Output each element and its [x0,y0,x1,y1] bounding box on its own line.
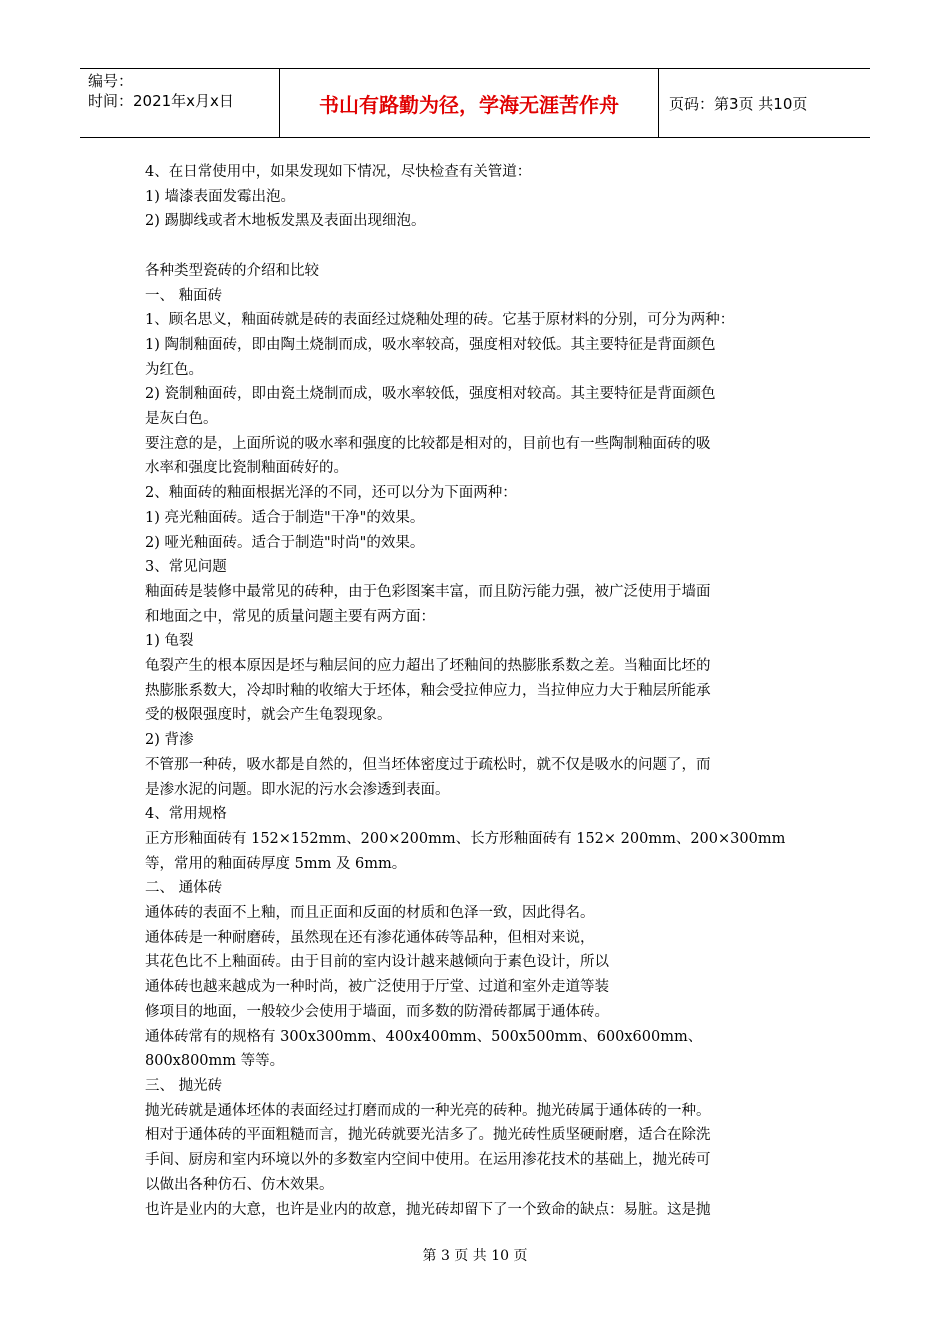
text-line: 通体砖也越来越成为一种时尚，被广泛使用于厅堂、过道和室外走道等装 [145,979,609,996]
text-line: 手间、厨房和室内环境以外的多数室内空间中使用。在运用渗花技术的基础上，抛光砖可 [145,1152,711,1169]
text-line: 热膨胀系数大，冷却时釉的收缩大于坯体，釉会受拉伸应力，当拉伸应力大于釉层所能承 [145,682,711,699]
text-line: 水率和强度比瓷制釉面砖好的。 [145,460,348,477]
text-line: 通体砖是一种耐磨砖，虽然现在还有渗花通体砖等品种，但相对来说， [145,929,595,946]
text-line: 1) 龟裂 [145,633,194,650]
text-line: 2) 踢脚线或者木地板发黑及表面出现细泡。 [145,213,426,230]
text-line: 是灰白色。 [145,411,218,428]
text-line: 4、在日常使用中，如果发现如下情况，尽快检查有关管道： [145,164,532,180]
text-line: 1、顾名思义，釉面砖就是砖的表面经过烧釉处理的砖。它基于原材料的分别，可分为两种： [145,312,735,329]
header-page-info: 页码：第3页 共10页 [669,94,808,113]
header-motto: 书山有路勤为径，学海无涯苦作舟 [280,69,659,137]
text-line: 要注意的是，上面所说的吸水率和强度的比较都是相对的，目前也有一些陶制釉面砖的吸 [145,435,711,452]
text-line: 受的极限强度时，就会产生龟裂现象。 [145,707,392,724]
text-line: 一、 釉面砖 [145,287,223,304]
text-line [145,234,815,259]
text-line: 修项目的地面，一般较少会使用于墙面，而多数的防滑砖都属于通体砖。 [145,1003,609,1020]
text-line: 通体砖常有的规格有 300x300mm、400x400mm、500x500mm、600x600mm、 [145,1028,703,1045]
text-line: 不管那一种砖，吸水都是自然的，但当坯体密度过于疏松时，就不仅是吸水的问题了，而 [145,756,711,773]
text-line: 2) 背渗 [145,732,194,749]
text-line: 龟裂产生的根本原因是坯与釉层间的应力超出了坯釉间的热膨胀系数之差。当釉面比坯的 [145,658,711,675]
text-line: 800x800mm 等等。 [145,1053,285,1070]
text-line: 相对于通体砖的平面粗糙而言，抛光砖就要光洁多了。抛光砖性质坚硬耐磨，适合在除洗 [145,1127,711,1144]
text-line: 也许是业内的大意，也许是业内的故意，抛光砖却留下了一个致命的缺点：易脏。这是抛 [145,1201,711,1218]
text-line: 2) 哑光釉面砖。适合于制造"时尚"的效果。 [145,534,425,551]
document-body [145,160,815,1222]
text-line: 1) 墙漆表面发霉出泡。 [145,188,295,205]
header-meta [80,69,280,137]
document-number-label: 编号： [88,72,134,90]
text-line: 1) 亮光釉面砖。适合于制造"干净"的效果。 [145,509,425,526]
document-time-label: 时间：2021年x月x日 [88,92,234,110]
text-line: 2、釉面砖的釉面根据光泽的不同，还可以分为下面两种： [145,485,517,502]
text-line: 釉面砖是装修中最常见的砖种，由于色彩图案丰富，而且防污能力强，被广泛使用于墙面 [145,583,711,600]
text-line: 和地面之中，常见的质量问题主要有两方面： [145,608,435,625]
text-line: 以做出各种仿石、仿木效果。 [145,1176,334,1193]
text-line: 2) 瓷制釉面砖，即由瓷土烧制而成，吸水率较低，强度相对较高。其主要特征是背面颜色 [145,386,716,403]
text-line: 通体砖的表面不上釉，而且正面和反面的材质和色泽一致，因此得名。 [145,905,595,922]
page-header [80,68,870,138]
page-footer: 第 3 页 共 10 页 [422,1248,528,1264]
text-line: 其花色比不上釉面砖。由于目前的室内设计越来越倾向于素色设计，所以 [145,954,609,971]
text-line: 正方形釉面砖有 152×152mm、200×200mm、长方形釉面砖有 152× 200mm、200×300mm [145,830,786,847]
text-line: 二、 通体砖 [145,880,223,897]
text-line: 等，常用的釉面砖厚度 5mm 及 6mm。 [145,855,407,872]
text-line: 1) 陶制釉面砖，即由陶土烧制而成，吸水率较高，强度相对较低。其主要特征是背面颜色 [145,336,716,353]
text-line: 三、 抛光砖 [145,1078,223,1094]
text-line: 抛光砖就是通体坯体的表面经过打磨而成的一种光亮的砖种。抛光砖属于通体砖的一种。 [145,1102,711,1119]
text-line: 3、常见问题 [145,559,227,576]
text-line: 各种类型瓷砖的介绍和比较 [145,262,319,279]
text-line: 为红色。 [145,361,203,378]
text-line: 4、常用规格 [145,806,227,823]
text-line: 是渗水泥的问题。即水泥的污水会渗透到表面。 [145,781,450,798]
